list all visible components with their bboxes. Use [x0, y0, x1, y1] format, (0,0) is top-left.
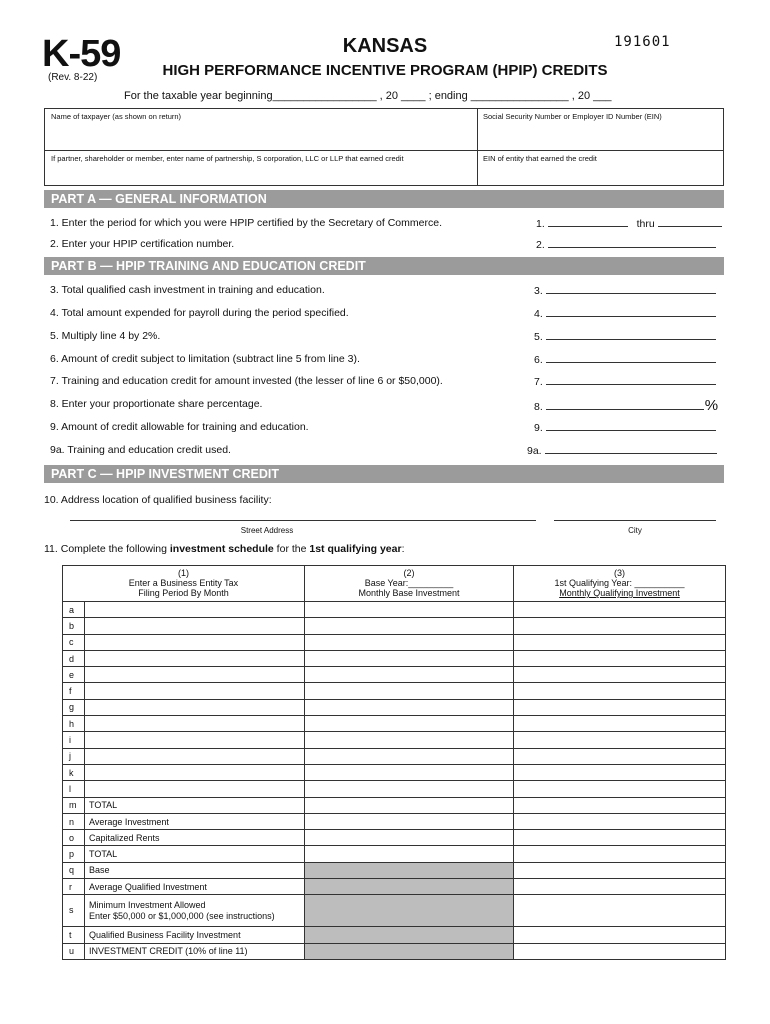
entity-ein-field[interactable]: EIN of entity that earned the credit: [483, 154, 597, 163]
line-11-label: 11. Complete the following investment schedule for the 1st qualifying year:: [44, 543, 405, 555]
base-investment-cell[interactable]: [305, 716, 514, 732]
schedule-summary-row: [63, 879, 726, 895]
schedule-summary-row: [63, 813, 726, 829]
form-title: HIGH PERFORMANCE INCENTIVE PROGRAM (HPIP) CREDITS: [162, 62, 608, 79]
base-summary-cell: [305, 927, 514, 943]
ssn-ein-field[interactable]: Social Security Number or Employer ID Number (EIN): [483, 112, 662, 121]
line-3-answer[interactable]: 3.: [534, 284, 716, 297]
base-investment-cell[interactable]: [305, 602, 514, 618]
filing-period-cell[interactable]: [85, 764, 305, 780]
base-summary-cell[interactable]: [305, 830, 514, 846]
filing-period-cell[interactable]: [85, 602, 305, 618]
qualifying-summary-cell[interactable]: [514, 830, 726, 846]
row-letter: r: [63, 879, 85, 895]
schedule-month-row: [63, 764, 726, 780]
qualifying-summary-cell[interactable]: [514, 813, 726, 829]
row-letter: u: [63, 943, 85, 959]
base-investment-cell[interactable]: [305, 764, 514, 780]
row-letter: m: [63, 797, 85, 813]
qualifying-investment-cell[interactable]: [514, 732, 726, 748]
base-summary-cell: [305, 943, 514, 959]
row-letter: q: [63, 862, 85, 878]
revision-date: (Rev. 8-22): [48, 72, 98, 83]
street-address-label: Street Address: [240, 526, 294, 535]
base-investment-cell[interactable]: [305, 650, 514, 666]
schedule-month-row: [63, 748, 726, 764]
line-4-answer[interactable]: 4.: [534, 307, 716, 320]
line-5-answer[interactable]: 5.: [534, 330, 716, 343]
qualifying-summary-cell[interactable]: [514, 943, 726, 959]
row-letter: f: [63, 683, 85, 699]
filing-period-cell[interactable]: [85, 699, 305, 715]
state-name: KANSAS: [342, 35, 428, 57]
summary-label: TOTAL: [85, 846, 305, 862]
schedule-summary-row: [63, 862, 726, 878]
qualifying-investment-cell[interactable]: [514, 602, 726, 618]
base-investment-cell[interactable]: [305, 732, 514, 748]
qualifying-investment-cell[interactable]: [514, 634, 726, 650]
filing-period-cell[interactable]: [85, 618, 305, 634]
filing-period-cell[interactable]: [85, 732, 305, 748]
qualifying-investment-cell[interactable]: [514, 748, 726, 764]
qualifying-investment-cell[interactable]: [514, 781, 726, 797]
qualifying-investment-cell[interactable]: [514, 699, 726, 715]
line-1-answer[interactable]: 1. thru: [536, 217, 722, 230]
line-2-label: 2. Enter your HPIP certification number.: [50, 238, 235, 250]
base-investment-cell[interactable]: [305, 683, 514, 699]
schedule-summary-row: [63, 927, 726, 943]
qualifying-investment-cell[interactable]: [514, 650, 726, 666]
qualifying-summary-cell[interactable]: [514, 846, 726, 862]
base-investment-cell[interactable]: [305, 667, 514, 683]
line-3-label: 3. Total qualified cash investment in training and education.: [50, 284, 325, 296]
row-letter: a: [63, 602, 85, 618]
row-letter: t: [63, 927, 85, 943]
row-letter: n: [63, 813, 85, 829]
qualifying-summary-cell[interactable]: [514, 797, 726, 813]
row-letter: b: [63, 618, 85, 634]
schedule-month-row: [63, 683, 726, 699]
schedule-summary-row: [63, 943, 726, 959]
qualifying-summary-cell[interactable]: [514, 862, 726, 878]
form-code: 191601: [614, 34, 671, 50]
row-letter: h: [63, 716, 85, 732]
city-field[interactable]: [554, 520, 716, 521]
part-c-header: PART C — HPIP INVESTMENT CREDIT: [44, 465, 724, 483]
base-summary-cell: [305, 879, 514, 895]
filing-period-cell[interactable]: [85, 781, 305, 797]
row-letter: g: [63, 699, 85, 715]
line-9-answer[interactable]: 9.: [534, 421, 716, 434]
qualifying-summary-cell[interactable]: [514, 879, 726, 895]
row-letter: d: [63, 650, 85, 666]
schedule-month-row: [63, 634, 726, 650]
summary-label: Capitalized Rents: [85, 830, 305, 846]
line-2-answer[interactable]: 2.: [536, 238, 716, 251]
schedule-month-row: [63, 650, 726, 666]
row-letter: p: [63, 846, 85, 862]
schedule-month-row: [63, 618, 726, 634]
base-summary-cell[interactable]: [305, 797, 514, 813]
qualifying-summary-cell[interactable]: [514, 895, 726, 927]
base-investment-cell[interactable]: [305, 618, 514, 634]
filing-period-cell[interactable]: [85, 667, 305, 683]
partner-entity-field[interactable]: If partner, shareholder or member, enter name of partnership, S corporation, LLC or LLP that earned credit: [51, 154, 404, 163]
col3-header: (3) 1st Qualifying Year: __________ Monthly Qualifying Investment: [514, 566, 726, 602]
col2-header: (2) Base Year:_________ Monthly Base Investment: [305, 566, 514, 602]
filing-period-cell[interactable]: [85, 650, 305, 666]
schedule-summary-row: [63, 830, 726, 846]
summary-label: Average Qualified Investment: [85, 879, 305, 895]
street-address-field[interactable]: [70, 520, 536, 521]
base-summary-cell[interactable]: [305, 846, 514, 862]
row-letter: k: [63, 764, 85, 780]
line-8-label: 8. Enter your proportionate share percentage.: [50, 398, 263, 410]
form-number: K-59: [42, 33, 121, 75]
schedule-month-row: [63, 699, 726, 715]
qualifying-investment-cell[interactable]: [514, 764, 726, 780]
schedule-summary-row: [63, 895, 726, 927]
summary-label: Base: [85, 862, 305, 878]
row-letter: e: [63, 667, 85, 683]
schedule-month-row: [63, 667, 726, 683]
row-letter: j: [63, 748, 85, 764]
part-a-header: PART A — GENERAL INFORMATION: [44, 190, 724, 208]
qualifying-investment-cell[interactable]: [514, 667, 726, 683]
qualifying-investment-cell[interactable]: [514, 618, 726, 634]
line-4-label: 4. Total amount expended for payroll during the period specified.: [50, 307, 349, 319]
filing-period-cell[interactable]: [85, 716, 305, 732]
taxpayer-name-field[interactable]: Name of taxpayer (as shown on return): [51, 112, 182, 121]
line-6-answer[interactable]: 6.: [534, 353, 716, 366]
line-5-label: 5. Multiply line 4 by 2%.: [50, 330, 161, 342]
row-letter: i: [63, 732, 85, 748]
line-9-label: 9. Amount of credit allowable for training and education.: [50, 421, 309, 433]
line-8-answer[interactable]: 8. %: [534, 397, 719, 414]
row-letter: o: [63, 830, 85, 846]
line-9a-label: 9a. Training and education credit used.: [50, 444, 231, 456]
schedule-header-row: [63, 566, 726, 602]
qualifying-investment-cell[interactable]: [514, 683, 726, 699]
line-1-label: 1. Enter the period for which you were HPIP certified by the Secretary of Commerce.: [50, 217, 442, 229]
schedule-month-row: [63, 602, 726, 618]
qualifying-summary-cell[interactable]: [514, 927, 726, 943]
base-summary-cell: [305, 862, 514, 878]
schedule-month-row: [63, 716, 726, 732]
line-9a-answer[interactable]: 9a.: [527, 444, 717, 457]
base-summary-cell: [305, 895, 514, 927]
filing-period-cell[interactable]: [85, 683, 305, 699]
base-investment-cell[interactable]: [305, 634, 514, 650]
schedule-summary-row: [63, 846, 726, 862]
percent-sign: %: [704, 397, 719, 414]
base-investment-cell[interactable]: [305, 748, 514, 764]
row-letter: s: [63, 895, 85, 927]
filing-period-cell[interactable]: [85, 634, 305, 650]
base-investment-cell[interactable]: [305, 781, 514, 797]
col1-header: (1) Enter a Business Entity Tax Filing Period By Month: [63, 566, 305, 602]
taxpayer-id-box: [44, 108, 724, 186]
line-6-label: 6. Amount of credit subject to limitation (subtract line 5 from line 3).: [50, 353, 360, 365]
part-b-header: PART B — HPIP TRAINING AND EDUCATION CREDIT: [44, 257, 724, 275]
summary-label: TOTAL: [85, 797, 305, 813]
schedule-month-row: [63, 732, 726, 748]
line-10-label: 10. Address location of qualified business facility:: [44, 494, 272, 506]
city-label: City: [628, 526, 642, 535]
summary-label: INVESTMENT CREDIT (10% of line 11): [85, 943, 305, 959]
row-letter: c: [63, 634, 85, 650]
line-7-answer[interactable]: 7.: [534, 375, 716, 388]
row-letter: l: [63, 781, 85, 797]
summary-label: Qualified Business Facility Investment: [85, 927, 305, 943]
filing-period-cell[interactable]: [85, 748, 305, 764]
investment-schedule-table: [62, 565, 726, 960]
schedule-summary-row: [63, 797, 726, 813]
base-summary-cell[interactable]: [305, 813, 514, 829]
tax-year-line[interactable]: For the taxable year beginning_________________ , 20 ____ ; ending ________________ , 20 ___: [124, 90, 612, 102]
line-7-label: 7. Training and education credit for amount invested (the lesser of line 6 or $50,000).: [50, 375, 443, 387]
summary-label: Minimum Investment Allowed Enter $50,000 or $1,000,000 (see instructions): [85, 895, 305, 927]
schedule-month-row: [63, 781, 726, 797]
base-investment-cell[interactable]: [305, 699, 514, 715]
qualifying-investment-cell[interactable]: [514, 716, 726, 732]
summary-label: Average Investment: [85, 813, 305, 829]
